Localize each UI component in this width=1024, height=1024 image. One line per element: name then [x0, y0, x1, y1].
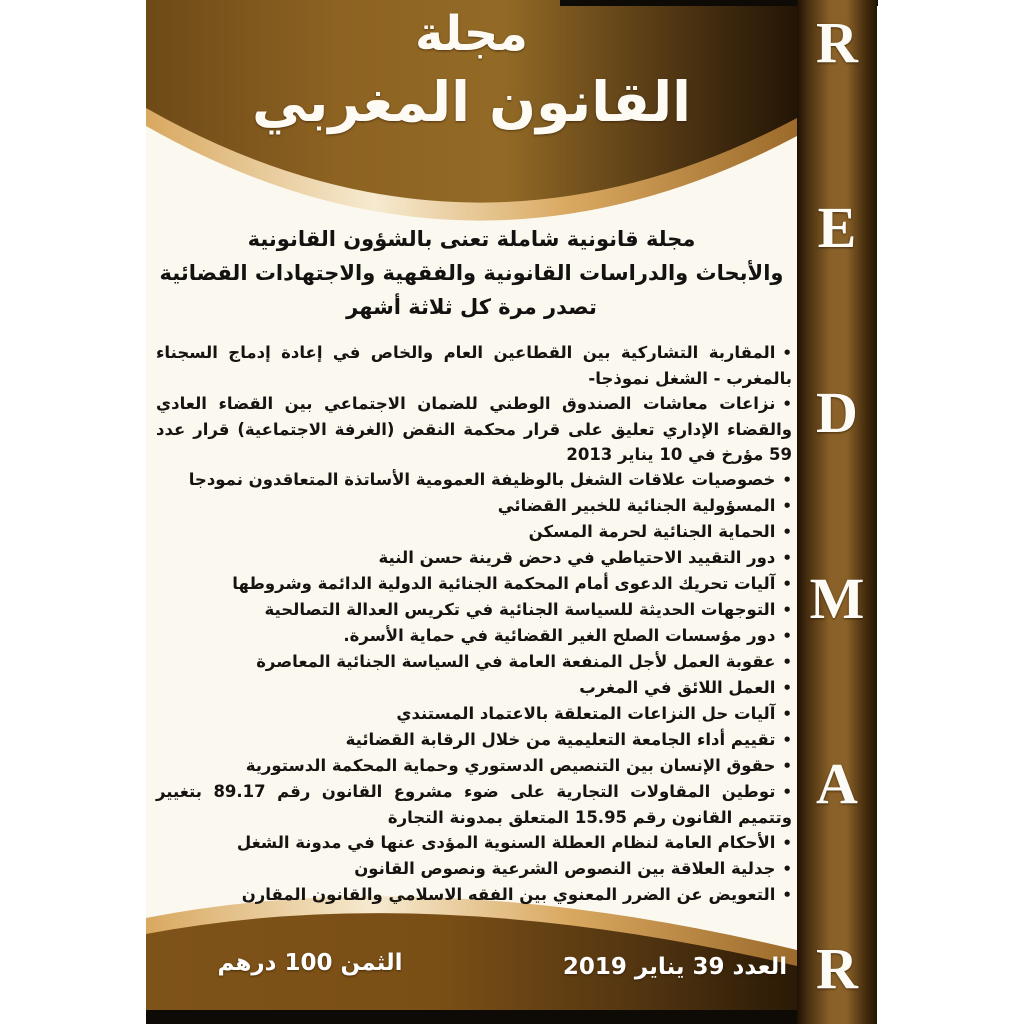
toc-item: • المقاربة التشاركية بين القطاعين العام والخاص في إعادة إدماج السجناء بالمغرب - الشغل نموذجا-	[156, 340, 792, 391]
toc-item: • التوجهات الحديثة للسياسة الجنائية في تكريس العدالة التصالحية	[156, 597, 792, 623]
toc-item: • نزاعات معاشات الصندوق الوطني للضمان الاجتماعي بين القضاء العادي والقضاء الإداري تعليق على قرار محكمة النقض (الغرفة الاجتماعية) قرار عدد 59 مؤرخ في 10 يناير 2013	[156, 391, 792, 467]
toc-item: • دور التقييد الاحتياطي في دحض قرينة حسن النية	[156, 545, 792, 571]
toc-item: • خصوصيات علاقات الشغل بالوظيفة العمومية الأساتذة المتعاقدون نمودجا	[156, 467, 792, 493]
spine-letter: D	[816, 380, 858, 446]
spine-letter: M	[809, 565, 865, 631]
journal-description-line: مجلة قانونية شاملة تعنى بالشؤون القانونية	[247, 227, 696, 251]
toc-item: • تقييم أداء الجامعة التعليمية من خلال الرقابة القضائية	[156, 727, 792, 753]
price-label: الثمن 100 درهم	[217, 950, 403, 976]
spine-letter: R	[816, 10, 858, 75]
journal-description-line: والأبحاث والدراسات القانونية والفقهية والاجتهادات القضائية	[159, 261, 784, 285]
toc-item: • المسؤولية الجنائية للخبير القضائي	[156, 493, 792, 519]
toc-item: • العمل اللائق في المغرب	[156, 675, 792, 701]
table-of-contents	[156, 340, 792, 908]
spine-letter: A	[816, 750, 858, 816]
issue-label: العدد 39 يناير 2019	[562, 954, 788, 980]
scan-black-edge-bottom	[146, 1010, 812, 1024]
journal-title-word: مجلة	[414, 6, 528, 62]
journal-title	[146, 2, 797, 138]
journal-description	[150, 222, 793, 324]
spine-letters	[797, 0, 877, 1024]
journal-title-name: القانون المغربي	[252, 70, 691, 134]
journal-description-line: تصدر مرة كل ثلاثة أشهر	[346, 295, 597, 319]
toc-item: • جدلية العلاقة بين النصوص الشرعية ونصوص القانون	[156, 856, 792, 882]
toc-item: • توطين المقاولات التجارية على ضوء مشروع القانون رقم 89.17 بتغيير وتتميم القانون رقم 15.95 المتعلق بمدونة التجارة	[156, 779, 792, 830]
toc-item: • التعويض عن الضرر المعنوي بين الفقه الاسلامي والقانون المقارن	[156, 882, 792, 908]
spine-letter: R	[816, 935, 858, 1001]
toc-item: • عقوبة العمل لأجل المنفعة العامة في السياسة الجنائية المعاصرة	[156, 649, 792, 675]
spine-letter: E	[817, 195, 857, 261]
toc-item: • الأحكام العامة لنظام العطلة السنوية المؤدى عنها في مدونة الشغل	[156, 830, 792, 856]
toc-item: • حقوق الإنسان بين التنصيص الدستوري وحماية المحكمة الدستورية	[156, 753, 792, 779]
toc-item: • آليات حل النزاعات المتعلقة بالاعتماد المستندي	[156, 701, 792, 727]
toc-item: • آليات تحريك الدعوى أمام المحكمة الجنائية الدولية الدائمة وشروطها	[156, 571, 792, 597]
toc-item: • الحماية الجنائية لحرمة المسكن	[156, 519, 792, 545]
toc-item: • دور مؤسسات الصلح الغير القضائية في حماية الأسرة.	[156, 623, 792, 649]
